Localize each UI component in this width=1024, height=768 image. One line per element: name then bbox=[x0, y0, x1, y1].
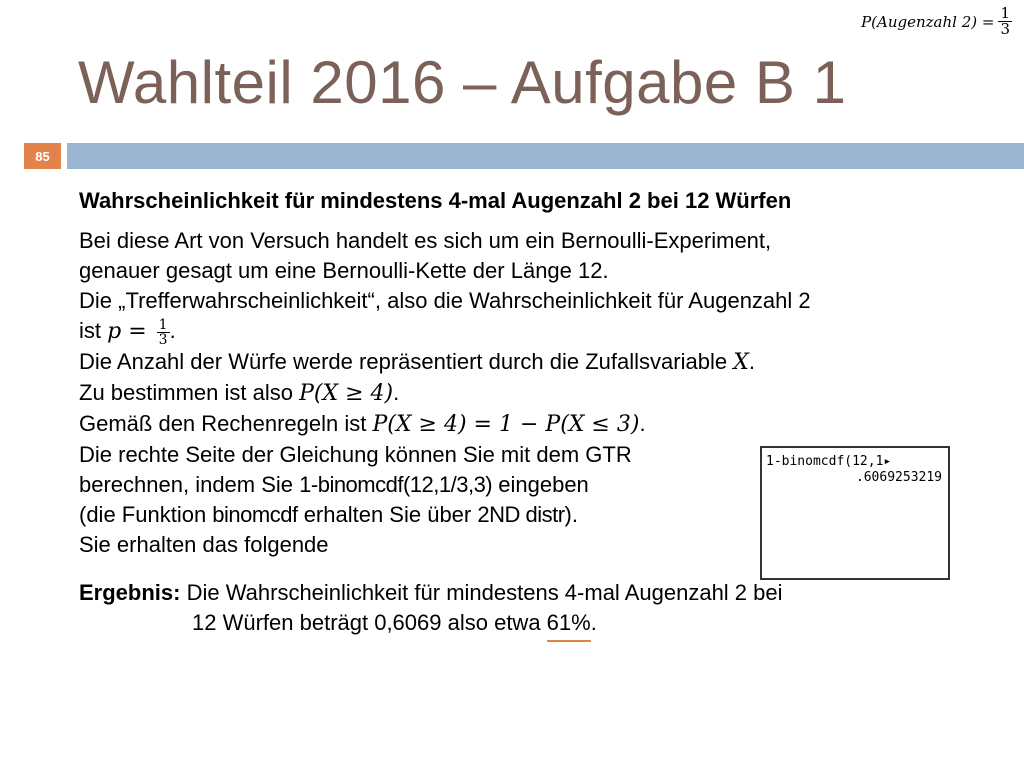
slide-title: Wahlteil 2016 – Aufgabe B 1 bbox=[78, 49, 847, 116]
line5-suffix: . bbox=[748, 349, 755, 374]
equals-sign: = bbox=[121, 319, 154, 344]
line4-prefix: ist bbox=[79, 318, 108, 343]
line10-prefix: (die Funktion bbox=[79, 502, 213, 527]
line9-prefix: berechnen, indem Sie bbox=[79, 472, 300, 497]
result-percentage: 61% bbox=[547, 608, 591, 642]
line6-suffix: . bbox=[393, 380, 400, 405]
result-label: Ergebnis: bbox=[79, 580, 181, 605]
corner-formula-fraction bbox=[998, 6, 1012, 37]
line7-suffix: . bbox=[639, 411, 646, 436]
line4-suffix: . bbox=[169, 318, 176, 343]
body-line-3: Die „Trefferwahrscheinlichkeit“, also die Wahrscheinlichkeit für Augenzahl 2 bbox=[79, 288, 811, 313]
body-line-11: Sie erhalten das folgende bbox=[79, 532, 329, 557]
header-divider-bar bbox=[67, 143, 1024, 169]
binomcdf-function-name: binomcdf bbox=[212, 502, 298, 527]
calculator-input-line: 1-binomcdf(12,1▸ bbox=[766, 454, 892, 469]
fraction-numerator: 1 bbox=[158, 316, 168, 333]
slide-number-badge: 85 bbox=[24, 143, 61, 169]
line10-mid: erhalten Sie über bbox=[297, 502, 478, 527]
result-text-1: Die Wahrscheinlichkeit für mindestens 4-mal Augenzahl 2 bei bbox=[180, 580, 783, 605]
gtr-command: 1-binomcdf(12,1/3,3) bbox=[299, 472, 493, 497]
variable-x: X bbox=[733, 350, 749, 375]
line10-suffix: ). bbox=[564, 502, 578, 527]
complement-rule-expression: P(X ≥ 4) = 1 − P(X ≤ 3) bbox=[372, 412, 640, 437]
probability-fraction bbox=[157, 318, 170, 347]
gtr-key-sequence: 2ND distr bbox=[477, 502, 565, 527]
body-line-6 bbox=[79, 378, 979, 409]
body-line-4 bbox=[79, 316, 979, 347]
result-line-1 bbox=[79, 578, 979, 608]
result-line2-suffix: . bbox=[590, 610, 597, 635]
body-line-8: Die rechte Seite der Gleichung können Sie mit dem GTR bbox=[79, 442, 632, 467]
corner-formula-lhs: P(Augenzahl 2) = bbox=[861, 12, 995, 31]
result-line2-prefix: 12 Würfen beträgt 0,6069 also etwa bbox=[192, 610, 547, 635]
line9-suffix: eingeben bbox=[492, 472, 589, 497]
section-heading: Wahrscheinlichkeit für mindestens 4-mal Augenzahl 2 bei 12 Würfen bbox=[79, 188, 792, 213]
result-line-2 bbox=[79, 608, 979, 642]
body-line-5 bbox=[79, 347, 979, 378]
body-line-1: Bei diese Art von Versuch handelt es sich um ein Bernoulli-Experiment, bbox=[79, 228, 772, 253]
probability-expression: P(X ≥ 4) bbox=[299, 381, 394, 406]
result-block bbox=[79, 578, 979, 642]
corner-formula-numerator: 1 bbox=[1000, 4, 1010, 22]
fraction-denominator: 3 bbox=[158, 331, 168, 348]
corner-probability-formula bbox=[861, 6, 1012, 37]
variable-p: p bbox=[107, 319, 122, 344]
line6-prefix: Zu bestimmen ist also bbox=[79, 380, 300, 405]
calculator-screen bbox=[760, 446, 950, 580]
line7-prefix: Gemäß den Rechenregeln ist bbox=[79, 411, 373, 436]
line5-prefix: Die Anzahl der Würfe werde repräsentiert durch die Zufallsvariable bbox=[79, 349, 734, 374]
calculator-output-line: .6069253219 bbox=[855, 470, 942, 485]
body-line-2: genauer gesagt um eine Bernoulli-Kette der Länge 12. bbox=[79, 258, 609, 283]
body-line-7 bbox=[79, 409, 979, 440]
corner-formula-denominator: 3 bbox=[1000, 20, 1010, 38]
